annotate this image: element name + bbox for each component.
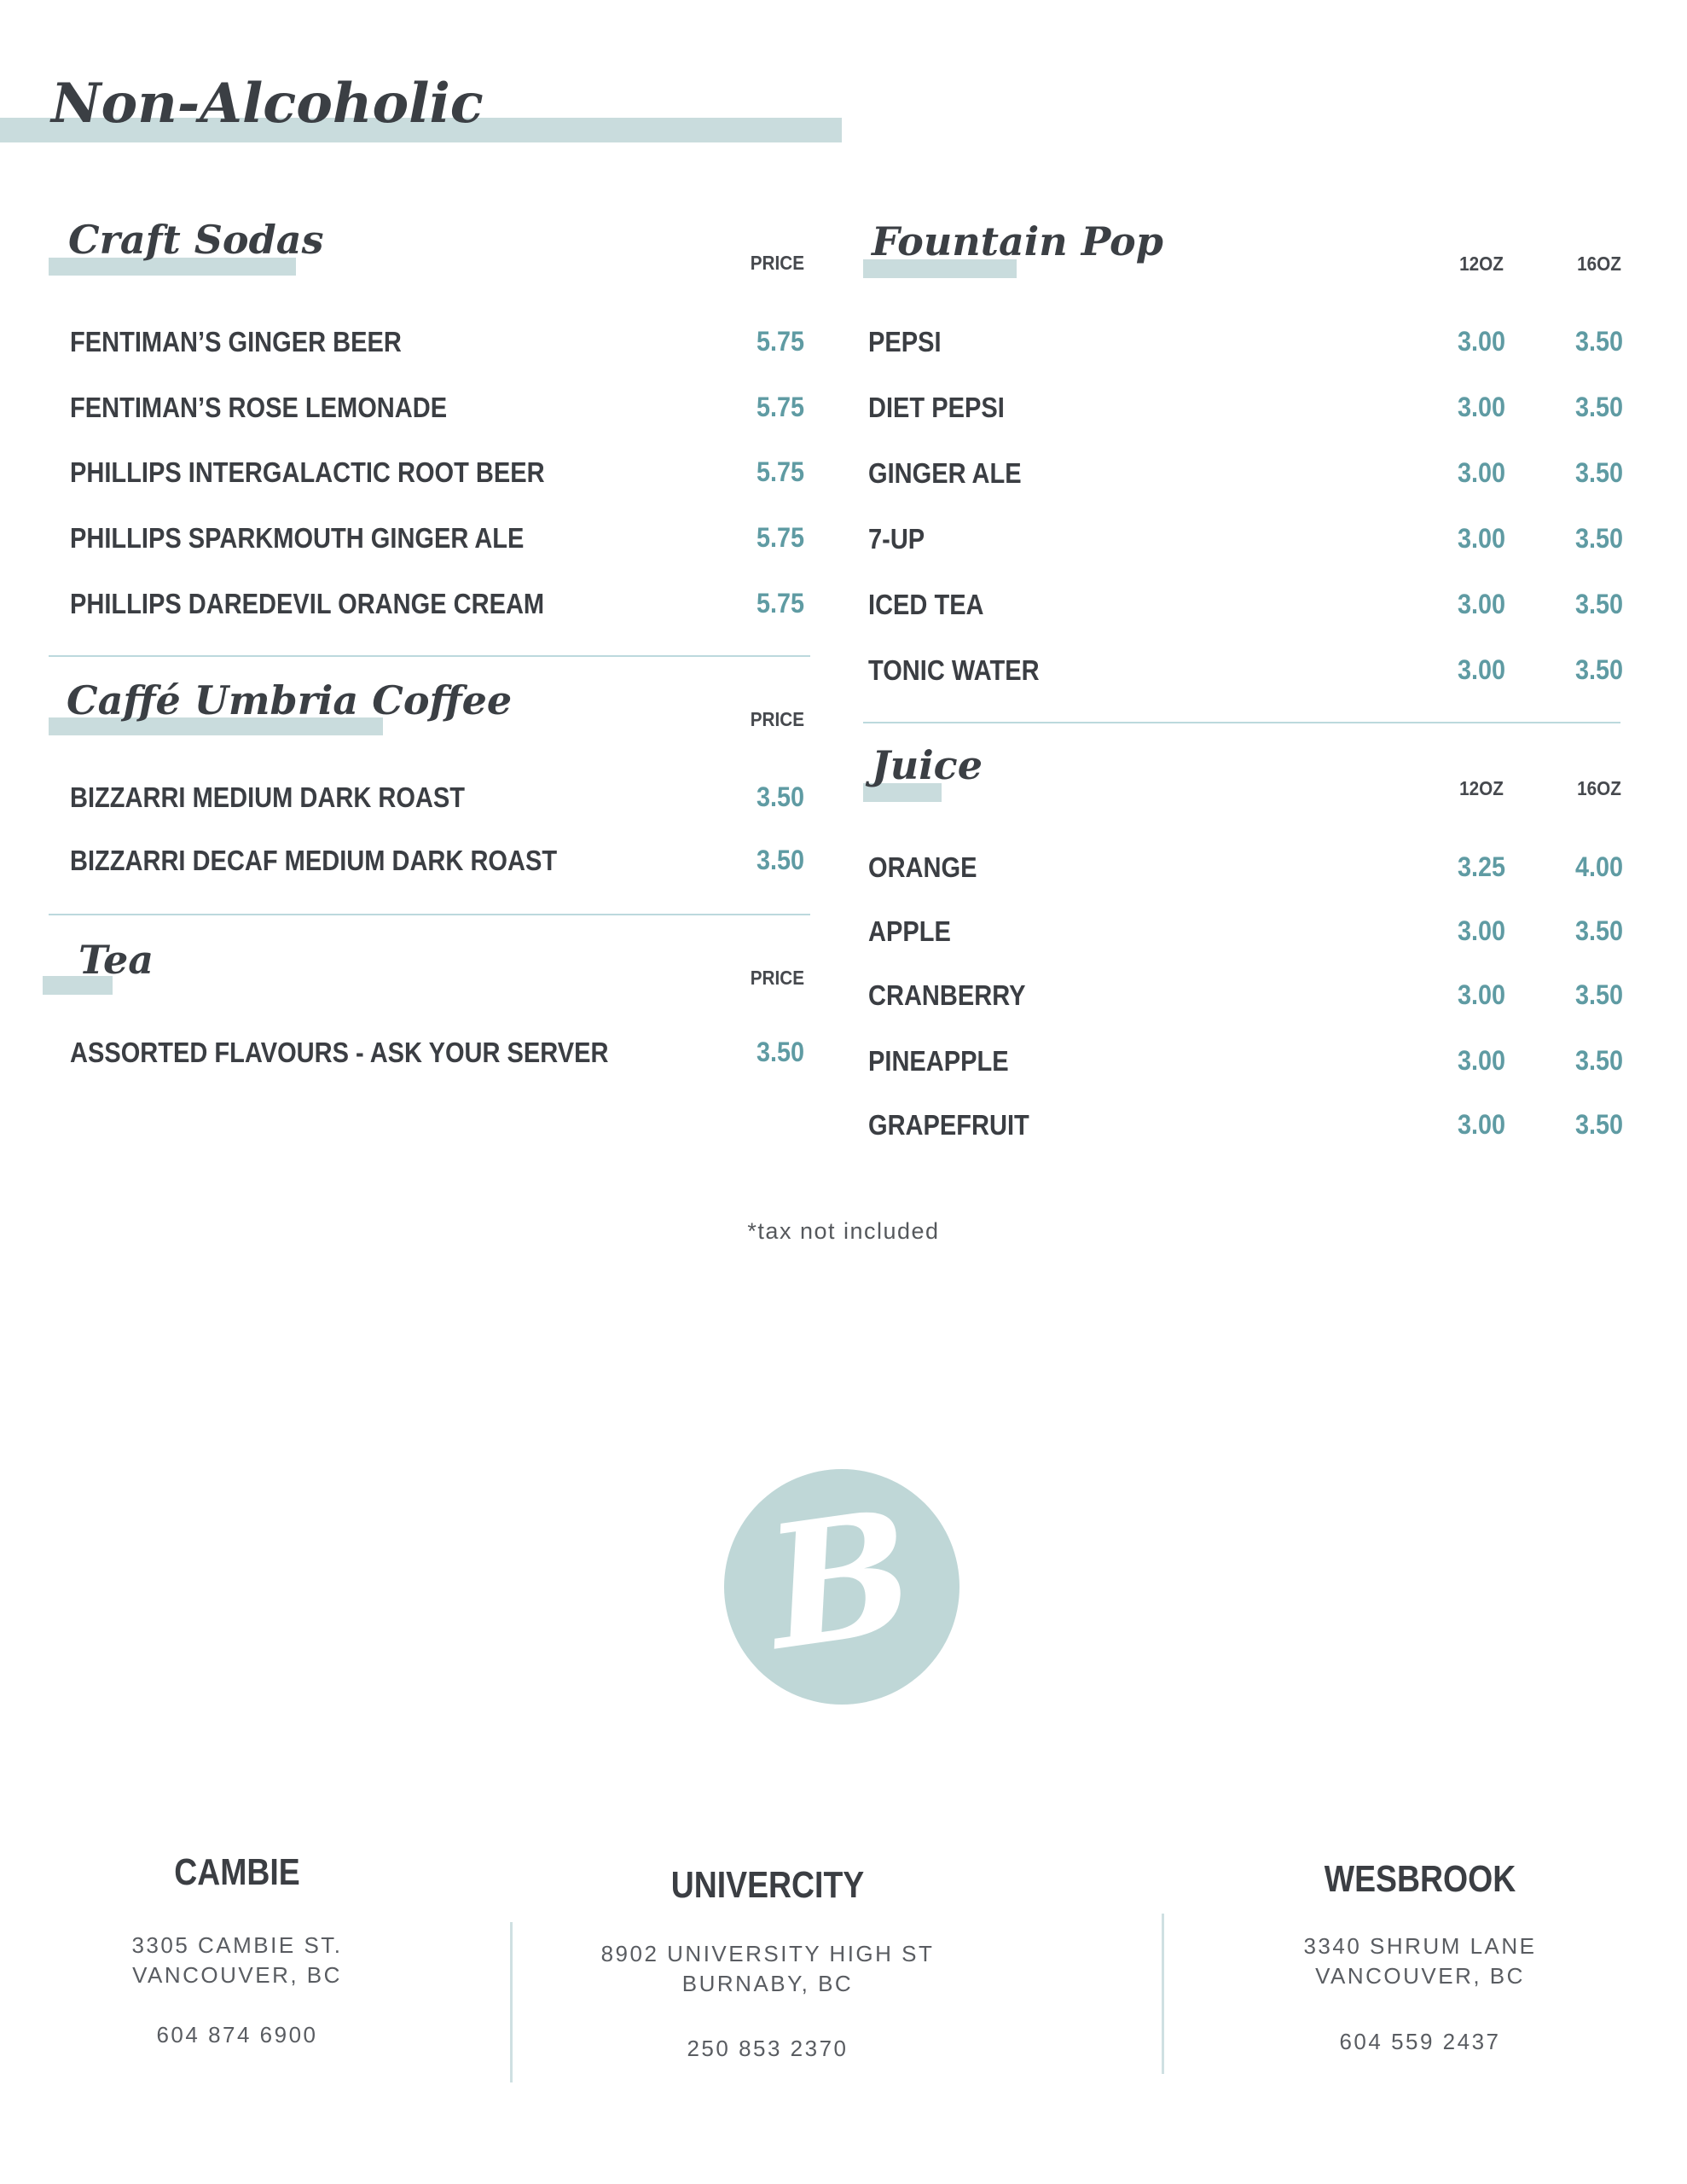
size-column-header-12oz: 12OZ — [1459, 253, 1504, 275]
location-address-line1: 8902 UNIVERSITY HIGH ST — [600, 1941, 935, 1966]
menu-item-price-16oz: 4.00 — [1574, 851, 1624, 882]
menu-item-price-16oz: 3.50 — [1574, 392, 1624, 422]
menu-item-name: ICED TEA — [868, 589, 984, 620]
menu-item-price-16oz: 3.50 — [1574, 457, 1624, 488]
menu-item-name: ASSORTED FLAVOURS - ASK YOUR SERVER — [70, 1037, 609, 1068]
menu-item-price-12oz: 3.00 — [1457, 915, 1506, 946]
menu-item-name: CRANBERRY — [868, 979, 1026, 1011]
menu-item-price-12oz: 3.00 — [1457, 1109, 1506, 1140]
menu-item-price: 5.75 — [756, 522, 804, 553]
menu-item-name: BIZZARRI MEDIUM DARK ROAST — [70, 781, 466, 813]
menu-item-price: 5.75 — [756, 326, 804, 357]
page-title: Non-Alcoholic — [51, 72, 484, 136]
menu-item-price-16oz: 3.50 — [1574, 1109, 1624, 1140]
section-title-craft-sodas: Craft Sodas — [68, 217, 324, 263]
menu-item-price-12oz: 3.00 — [1457, 589, 1506, 619]
menu-item-name: PHILLIPS DAREDEVIL ORANGE CREAM — [70, 588, 545, 619]
menu-item-name: FENTIMAN’S GINGER BEER — [70, 326, 402, 357]
menu-item-price: 5.75 — [756, 392, 804, 422]
menu-item-price: 5.75 — [756, 456, 804, 487]
location-phone: 604 559 2437 — [1339, 2029, 1501, 2054]
section-divider — [863, 722, 1620, 723]
menu-item-name: APPLE — [868, 915, 951, 947]
location-address-line2: VANCOUVER, BC — [132, 1962, 342, 1988]
section-divider — [49, 655, 810, 657]
menu-item-name: TONIC WATER — [868, 654, 1040, 686]
section-title-fountain-pop: Fountain Pop — [872, 218, 1163, 264]
section-title-juice: Juice — [872, 742, 983, 788]
section-title-tea: Tea — [78, 937, 154, 983]
menu-item-price-12oz: 3.00 — [1457, 326, 1506, 357]
location-name-univercity: UNIVERCITY — [670, 1864, 865, 1906]
menu-item-price-16oz: 3.50 — [1574, 326, 1624, 357]
menu-item-name: 7-UP — [868, 523, 925, 555]
menu-item-name: PEPSI — [868, 326, 942, 357]
menu-item-price: 3.50 — [756, 845, 804, 875]
brand-logo — [724, 1469, 959, 1705]
menu-item-price-16oz: 3.50 — [1574, 1045, 1624, 1076]
size-column-header-16oz: 16OZ — [1577, 253, 1621, 275]
location-address-line2: VANCOUVER, BC — [1315, 1963, 1525, 1989]
menu-item-price-16oz: 3.50 — [1574, 915, 1624, 946]
price-column-header: PRICE — [750, 708, 804, 730]
menu-item-price-16oz: 3.50 — [1574, 654, 1624, 685]
menu-item-name: GRAPEFRUIT — [868, 1109, 1029, 1141]
menu-item-name: GINGER ALE — [868, 457, 1022, 489]
size-column-header-16oz: 16OZ — [1577, 777, 1621, 799]
menu-item-price-12oz: 3.00 — [1457, 654, 1506, 685]
menu-item-name: PINEAPPLE — [868, 1045, 1009, 1077]
tax-note: *tax not included — [747, 1218, 940, 1244]
menu-item-price-12oz: 3.00 — [1457, 523, 1506, 554]
menu-item-price: 5.75 — [756, 588, 804, 619]
price-column-header: PRICE — [750, 967, 804, 989]
menu-item-name: PHILLIPS SPARKMOUTH GINGER ALE — [70, 522, 525, 554]
menu-item-price-16oz: 3.50 — [1574, 979, 1624, 1010]
menu-item-price: 3.50 — [756, 781, 804, 812]
menu-item-name: PHILLIPS INTERGALACTIC ROOT BEER — [70, 456, 545, 488]
menu-item-name: ORANGE — [868, 851, 977, 883]
menu-item-name: DIET PEPSI — [868, 392, 1005, 423]
menu-item-price-12oz: 3.00 — [1457, 979, 1506, 1010]
menu-item-price-12oz: 3.25 — [1457, 851, 1506, 882]
location-address-line1: 3305 CAMBIE ST. — [131, 1932, 343, 1958]
location-address-line2: BURNABY, BC — [681, 1971, 854, 1996]
location-name-wesbrook: WESBROOK — [1324, 1858, 1516, 1900]
menu-item-name: FENTIMAN’S ROSE LEMONADE — [70, 392, 448, 423]
footer-divider — [1162, 1914, 1164, 2074]
size-column-header-12oz: 12OZ — [1459, 777, 1504, 799]
menu-item-name: BIZZARRI DECAF MEDIUM DARK ROAST — [70, 845, 558, 876]
location-address-line1: 3340 SHRUM LANE — [1303, 1933, 1537, 1959]
location-phone: 250 853 2370 — [687, 2036, 849, 2061]
logo-b-glyph: B — [756, 1471, 925, 1688]
location-phone: 604 874 6900 — [156, 2022, 318, 2048]
menu-item-price: 3.50 — [756, 1037, 804, 1067]
menu-item-price-16oz: 3.50 — [1574, 589, 1624, 619]
menu-item-price-12oz: 3.00 — [1457, 1045, 1506, 1076]
price-column-header: PRICE — [750, 252, 804, 274]
menu-item-price-12oz: 3.00 — [1457, 392, 1506, 422]
menu-item-price-12oz: 3.00 — [1457, 457, 1506, 488]
section-divider — [49, 914, 810, 915]
location-name-cambie: CAMBIE — [174, 1851, 300, 1893]
section-title-coffee: Caffé Umbria Coffee — [67, 677, 513, 723]
footer-divider — [510, 1922, 513, 2082]
menu-item-price-16oz: 3.50 — [1574, 523, 1624, 554]
